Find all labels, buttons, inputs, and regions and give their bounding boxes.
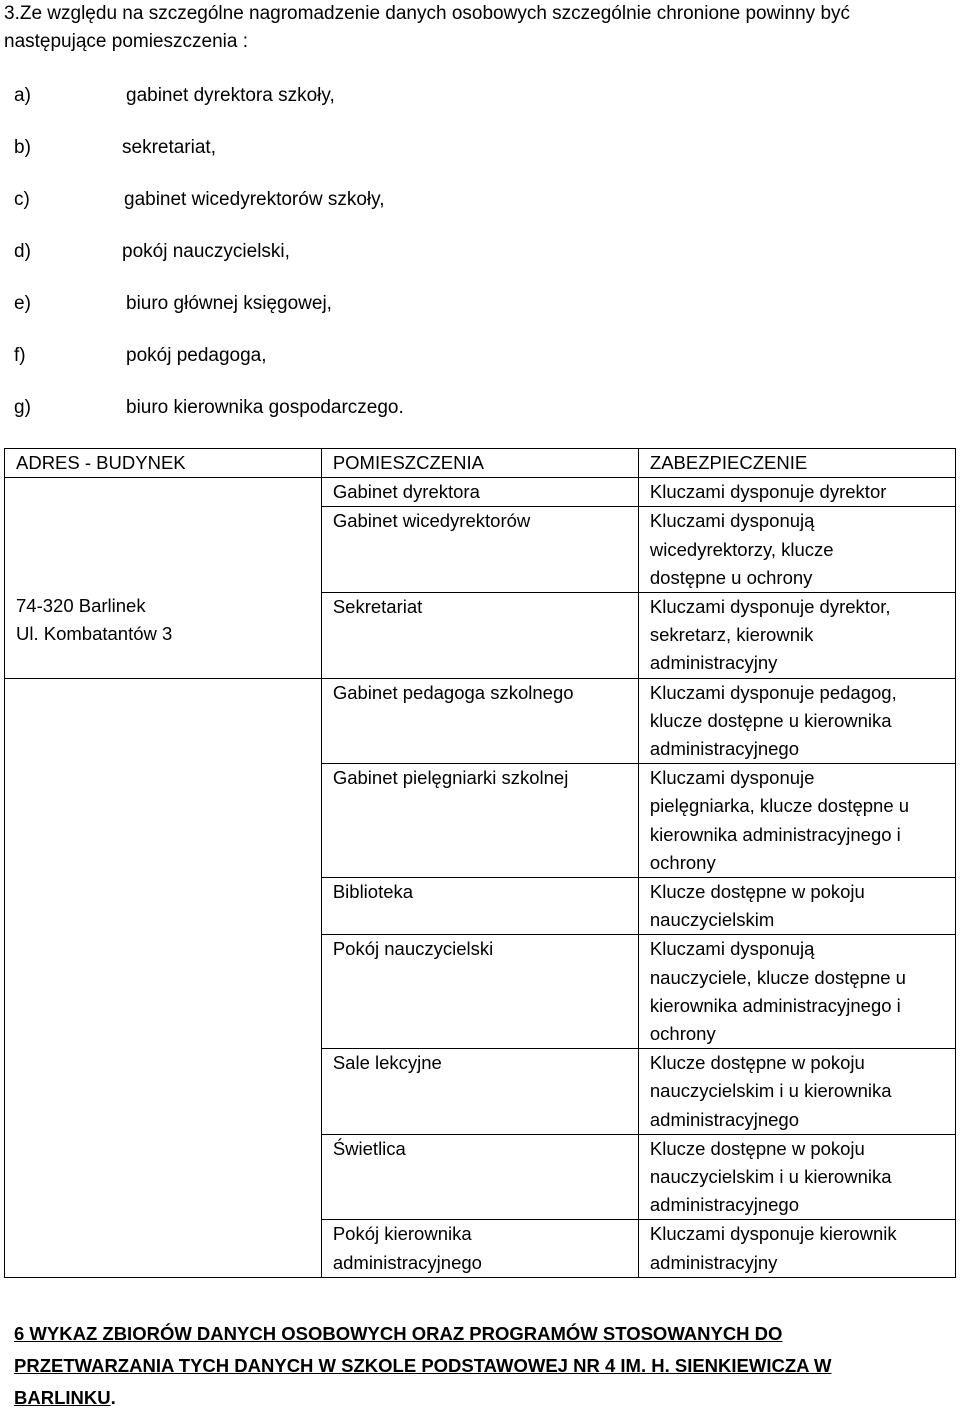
security-text: dostępne u ochrony bbox=[649, 566, 813, 588]
list-item-label: e) bbox=[14, 293, 31, 314]
list-item-label: c) bbox=[14, 189, 30, 210]
header-address: ADRES - BUDYNEK bbox=[5, 449, 322, 478]
room-cell bbox=[321, 878, 638, 935]
security-cell bbox=[638, 678, 955, 764]
security-text: Kluczami dysponują bbox=[649, 938, 815, 960]
room-cell bbox=[321, 1134, 638, 1220]
intro-paragraph bbox=[4, 0, 954, 56]
table-row bbox=[5, 478, 956, 507]
security-text: administracyjnego bbox=[649, 738, 799, 760]
room-cell bbox=[321, 1049, 638, 1135]
security-cell bbox=[638, 1220, 955, 1277]
security-text: Klucze dostępne w pokoju bbox=[649, 881, 865, 903]
room-cell bbox=[321, 478, 638, 507]
room-text: Pokój nauczycielski bbox=[332, 938, 494, 960]
security-cell bbox=[638, 935, 955, 1049]
security-text: klucze dostępne u kierownika bbox=[649, 709, 892, 731]
security-text: sekretarz, kierownik bbox=[649, 624, 814, 646]
room-text: Świetlica bbox=[332, 1137, 406, 1159]
security-text: administracyjnego bbox=[649, 1108, 799, 1130]
room-text: Gabinet wicedyrektorów bbox=[332, 510, 531, 532]
address-cell bbox=[5, 478, 322, 678]
room-cell bbox=[321, 507, 638, 593]
security-text: wicedyrektorzy, klucze bbox=[649, 538, 834, 560]
security-text: Kluczami dysponuje kierownik bbox=[649, 1223, 897, 1245]
table-row bbox=[5, 678, 956, 764]
room-cell bbox=[321, 1220, 638, 1277]
security-text: Klucze dostępne w pokoju bbox=[649, 1052, 865, 1074]
list-item-label: d) bbox=[14, 241, 31, 262]
address-city: 74-320 Barlinek bbox=[16, 594, 146, 616]
room-text: Pokój kierownika bbox=[332, 1223, 472, 1245]
room-cell bbox=[321, 935, 638, 1049]
room-cell bbox=[321, 678, 638, 764]
room-text: Gabinet pedagoga szkolnego bbox=[332, 681, 574, 703]
room-text: Gabinet dyrektora bbox=[332, 481, 480, 503]
security-text: Kluczami dysponuje dyrektor bbox=[649, 481, 887, 503]
list-item-text: pokój pedagoga, bbox=[126, 345, 267, 366]
security-text: pielęgniarka, klucze dostępne u bbox=[649, 795, 910, 817]
section-heading-line-3-text: BARLINKU bbox=[14, 1387, 111, 1408]
security-cell bbox=[638, 507, 955, 593]
security-text: nauczycielskim i u kierownika bbox=[649, 1080, 892, 1102]
rooms-security-table bbox=[4, 448, 956, 1278]
security-text: ochrony bbox=[649, 1023, 716, 1045]
security-text: nauczycielskim i u kierownika bbox=[649, 1166, 892, 1188]
security-cell bbox=[638, 593, 955, 679]
security-cell bbox=[638, 878, 955, 935]
security-text: administracyjny bbox=[649, 652, 778, 674]
list-item-label: f) bbox=[14, 345, 26, 366]
security-text: Klucze dostępne w pokoju bbox=[649, 1137, 865, 1159]
security-cell bbox=[638, 478, 955, 507]
security-cell bbox=[638, 1134, 955, 1220]
list-item-text: pokój nauczycielski, bbox=[122, 241, 290, 262]
room-text: Biblioteka bbox=[332, 881, 414, 903]
list-item-label: b) bbox=[14, 137, 31, 158]
section-heading bbox=[14, 1318, 934, 1414]
room-text: Sale lekcyjne bbox=[332, 1052, 442, 1074]
address-street: Ul. Kombatantów 3 bbox=[16, 622, 173, 644]
list-item-text: gabinet dyrektora szkoły, bbox=[126, 85, 335, 106]
room-cell bbox=[321, 593, 638, 679]
security-text: nauczycielskim bbox=[649, 909, 775, 931]
room-text: Sekretariat bbox=[332, 596, 423, 618]
header-rooms: POMIESZCZENIA bbox=[321, 449, 638, 478]
security-text: Kluczami dysponuje pedagog, bbox=[649, 681, 897, 703]
section-heading-line-3 bbox=[14, 1382, 934, 1414]
security-text: administracyjnego bbox=[649, 1194, 799, 1216]
security-text: Kluczami dysponuje dyrektor, bbox=[649, 596, 891, 618]
section-heading-period: . bbox=[110, 1387, 116, 1408]
security-text: ochrony bbox=[649, 851, 716, 873]
list-item-text: gabinet wicedyrektorów szkoły, bbox=[124, 189, 385, 210]
security-text: nauczyciele, klucze dostępne u bbox=[649, 966, 906, 988]
security-text: Kluczami dysponują bbox=[649, 510, 815, 532]
list-item-text: biuro głównej księgowej, bbox=[126, 293, 332, 314]
intro-line-1: 3.Ze względu na szczególne nagromadzenie danych osobowych szczególnie chronione powinny być bbox=[4, 3, 851, 24]
security-cell bbox=[638, 764, 955, 878]
section-heading-line-1: 6 WYKAZ ZBIORÓW DANYCH OSOBOWYCH ORAZ PROGRAMÓW STOSOWANYCH DO bbox=[14, 1323, 783, 1344]
room-cell bbox=[321, 764, 638, 878]
room-text: administracyjnego bbox=[332, 1251, 482, 1273]
list-item-text: sekretariat, bbox=[122, 137, 216, 158]
security-cell bbox=[638, 1049, 955, 1135]
list-item-label: g) bbox=[14, 397, 31, 418]
security-text: kierownika administracyjnego i bbox=[649, 823, 901, 845]
intro-line-2: następujące pomieszczenia : bbox=[4, 31, 248, 52]
table-header-row bbox=[5, 449, 956, 478]
security-text: kierownika administracyjnego i bbox=[649, 994, 901, 1016]
header-security: ZABEZPIECZENIE bbox=[638, 449, 955, 478]
security-text: Kluczami dysponuje bbox=[649, 767, 815, 789]
list-item-label: a) bbox=[14, 85, 31, 106]
section-heading-line-2: PRZETWARZANIA TYCH DANYCH W SZKOLE PODSTAWOWEJ NR 4 IM. H. SIENKIEWICZA W bbox=[14, 1355, 832, 1376]
security-text: administracyjny bbox=[649, 1251, 778, 1273]
address-cell-continued bbox=[5, 678, 322, 1277]
room-text: Gabinet pielęgniarki szkolnej bbox=[332, 767, 569, 789]
list-item-text: biuro kierownika gospodarczego. bbox=[126, 397, 404, 418]
